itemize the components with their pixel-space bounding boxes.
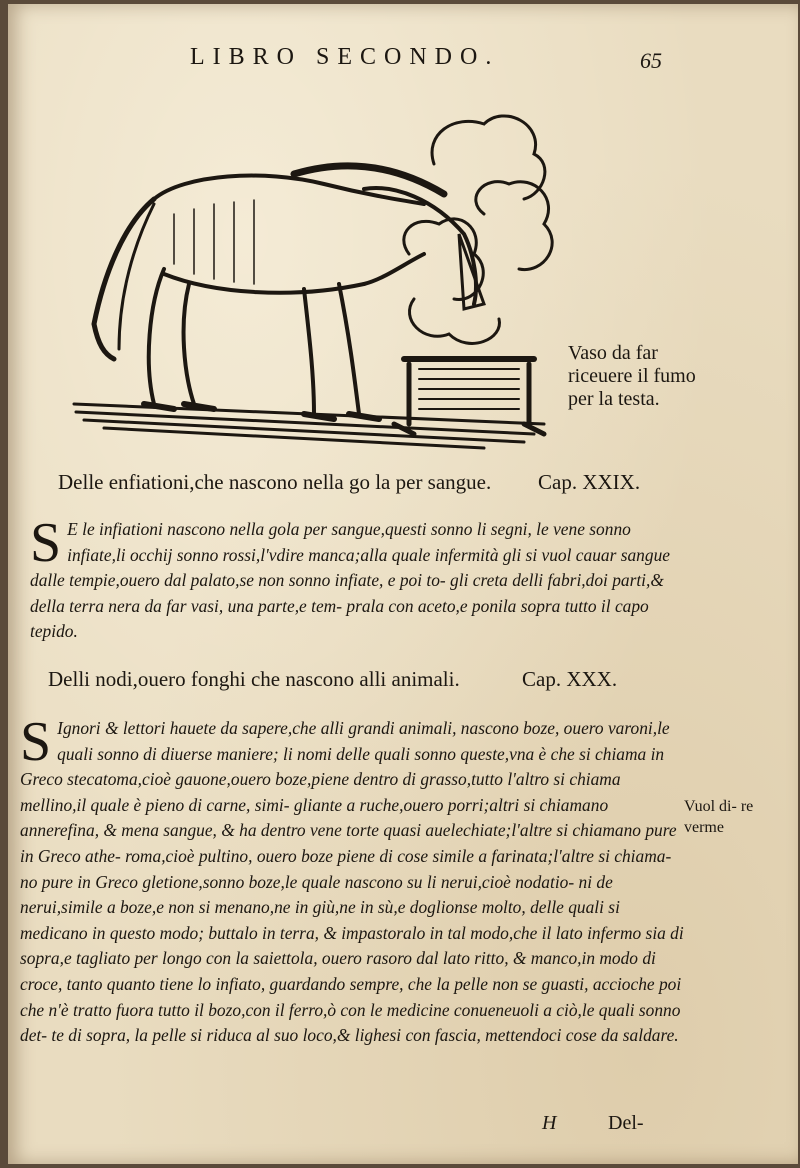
- page-number: 65: [640, 48, 662, 73]
- running-title: LIBRO SECONDO.: [190, 44, 500, 70]
- margin-note-vase: Vaso da far riceuere il fumo per la testa.: [568, 342, 696, 410]
- drop-cap: S: [30, 512, 62, 574]
- chapter-30-heading: Delli nodi,ouero fonghi che nascono alli animali.: [48, 667, 460, 691]
- book-page: [8, 4, 798, 1164]
- woodcut-horse-illustration: [64, 104, 574, 454]
- chapter-29-number: Cap. XXIX.: [538, 470, 641, 494]
- drop-cap: S: [20, 711, 52, 773]
- chapter-30-number: Cap. XXX.: [522, 667, 618, 691]
- margin-note-verme: Vuol di- re verme: [684, 798, 754, 836]
- chapter-29-text: [30, 512, 686, 645]
- signature-mark: H: [542, 1112, 557, 1134]
- chapter-29-heading: Delle enfiationi,che nascono nella go la per sangue.: [58, 470, 492, 494]
- chapter-29-body: E le infiationi nascono nella gola per sangue,questi sonno li segni, le vene sonno infiate,li occhij sonno rossi,l'vdire manca;alla quale infermità gli si vuol cauar sangue dalle tempie,ouero dal palato,se non sonno infiate, e poi to- gli creta delli fabri,doi parti,& della terra nera da far vasi, una parte,e tem- prala con aceto,e ponila sopra tutto il capo tepido.: [30, 519, 670, 642]
- chapter-30-text: [20, 711, 686, 1049]
- page-header: [8, 44, 798, 84]
- chapter-30-body: Ignori & lettori hauete da sapere,che alli grandi animali, nascono boze, ouero varoni,le quali sonno di diuerse maniere; li nomi delle quali sonno queste,vna è che si chiama in Greco stecatoma,cioè gauone,ouero boze,piene dentro di grasso,tutto l'altro si chiama mellino,il quale è pieno di carne, simi- gliante a ruche,ouero porri;altri si chiamano annerefina, & mena sangue, & ha dentro vene torte quasi auelechiate;l'altre si chiamano pure in Greco athe- roma,cioè pultino, ouero boze piene di cose simile a farinata;l'altre si chiama- no pure in Greco gletione,sonno boze,le quale nascono su li nerui,cioè nodatio- ni de nerui,simile a boze,e non si menano,ne in giù,ne in sù,e doglionse molto, delle quali si medicano in questo modo; buttalo in terra, & impastoralo in tal modo,che il lato infermo sia di sopra,e tagliato per longo con la saiettola, ouero rasoro dal lato ritto, & manco,in modo di croce, tanto quanto tiene lo infiato, guardando sempre, che la pelle non se guasti, acciochе poi che n'è tratto fuora tutto il bozo,con il ferro,ò con le medicine conueneuoli a ciò,le quali sonno det- te di sopra, la pelle si riduca al suo loco,& lighesi con fascia, mettendoci cose da saldare.: [20, 718, 684, 1046]
- catchword: Del-: [608, 1112, 644, 1134]
